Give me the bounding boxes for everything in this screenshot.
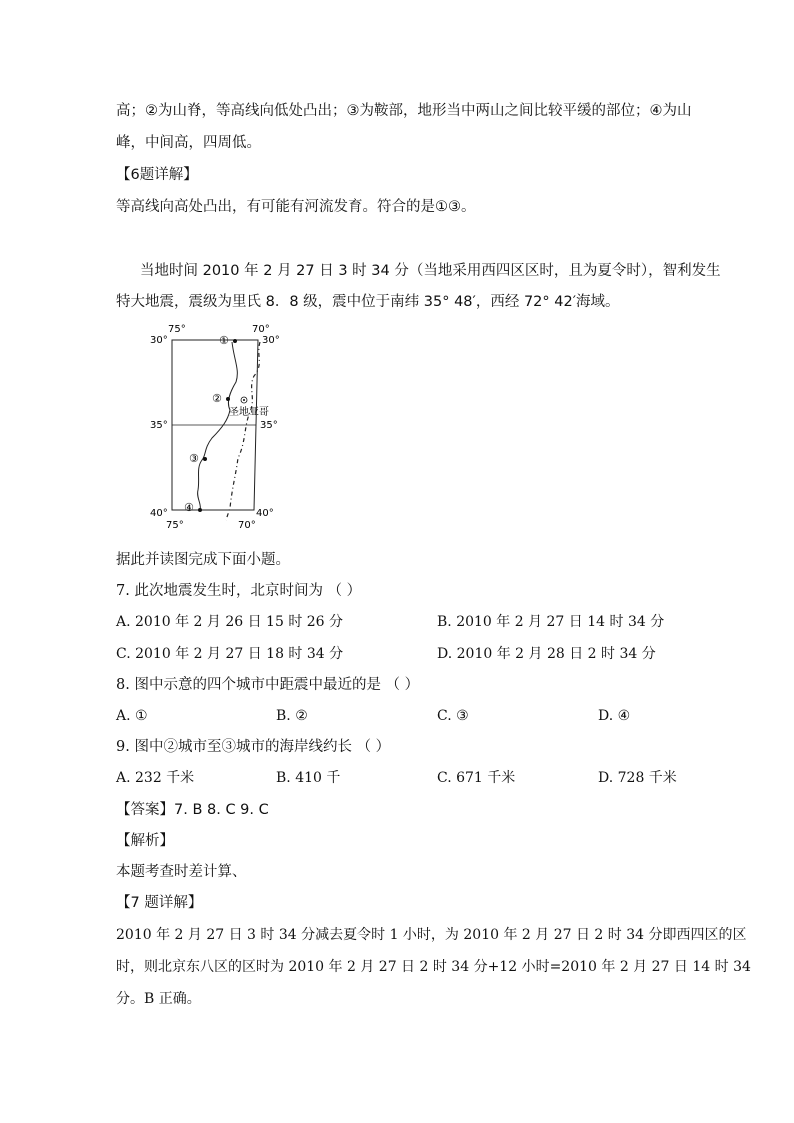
capital-label: 圣地亚哥 <box>229 407 269 418</box>
detail-line: 时，则北京东八区的区时为 2010 年 2 月 27 日 2 时 34 分+12 小时=2010 年 2 月 27 日 14 时 34 <box>116 959 751 975</box>
city-dot <box>203 457 207 461</box>
lat-label: 35° <box>260 420 278 431</box>
detail-line: 2010 年 2 月 27 日 3 时 34 分减去夏令时 1 小时，为 2010 年 2 月 27 日 2 时 34 分即西四区的区 <box>116 927 747 943</box>
section-heading: 【7 题详解】 <box>116 895 203 911</box>
lon-label: 70° <box>252 324 270 335</box>
option-8d: D. ④ <box>598 708 631 724</box>
analysis-text: 本题考查时差计算、 <box>116 864 247 880</box>
city-dot <box>233 339 237 343</box>
answer-line: 【答案】7. B 8. C 9. C <box>116 802 269 818</box>
paragraph-line: 峰，中间高，四周低。 <box>116 135 261 151</box>
option-7c: C. 2010 年 2 月 27 日 18 时 34 分 <box>116 646 344 662</box>
city-label: ② <box>212 392 222 405</box>
national-border <box>226 342 260 520</box>
analysis-heading: 【解析】 <box>116 833 174 849</box>
intro-line: 特大地震，震级为里氏 8．8 级，震中位于南纬 35° 48′，西经 72° 42′海域。 <box>116 294 620 310</box>
lat-label: 35° <box>150 420 168 431</box>
question-9: 9. 图中②城市至③城市的海岸线约长 （ ） <box>116 739 391 755</box>
option-9d: D. 728 千米 <box>598 770 677 786</box>
instruction: 据此并读图完成下面小题。 <box>116 552 290 568</box>
option-7d: D. 2010 年 2 月 28 日 2 时 34 分 <box>437 646 656 662</box>
city-dot <box>198 508 202 512</box>
question-7: 7. 此次地震发生时，北京时间为 （ ） <box>116 583 362 599</box>
option-7a: A. 2010 年 2 月 26 日 15 时 26 分 <box>116 614 344 630</box>
city-label: ① <box>219 334 229 347</box>
chile-map <box>140 320 290 540</box>
city-dot <box>226 397 230 401</box>
lat-label: 40° <box>150 508 168 519</box>
paragraph-line: 高；②为山脊，等高线向低处凸出；③为鞍部，地形当中两山之间比较平缓的部位；④为山 <box>116 103 692 119</box>
coastline <box>198 342 238 510</box>
option-8c: C. ③ <box>437 708 469 724</box>
option-9a: A. 232 千米 <box>116 770 195 786</box>
lon-label: 75° <box>166 520 184 531</box>
section-heading: 【6题详解】 <box>116 167 198 183</box>
option-8b: B. ② <box>276 708 308 724</box>
option-9c: C. 671 千米 <box>437 770 516 786</box>
option-9b: B. 410 千 <box>276 770 341 786</box>
lat-label: 30° <box>262 335 280 346</box>
city-label: ③ <box>189 452 199 465</box>
paragraph-line: 等高线向高处凸出，有可能有河流发育。符合的是①③。 <box>116 199 476 215</box>
option-8a: A. ① <box>116 708 148 724</box>
lat-label: 40° <box>256 508 274 519</box>
intro-line: 当地时间 2010 年 2 月 27 日 3 时 34 分（当地采用西四区区时，且为夏令时），智利发生 <box>140 263 721 279</box>
lon-label: 75° <box>168 324 186 335</box>
detail-line: 分。B 正确。 <box>116 991 201 1007</box>
question-8: 8. 图中示意的四个城市中距震中最近的是 （ ） <box>116 677 420 693</box>
lat-label: 30° <box>150 335 168 346</box>
option-7b: B. 2010 年 2 月 27 日 14 时 34 分 <box>437 614 665 630</box>
lon-label: 70° <box>238 520 256 531</box>
city-label: ④ <box>184 501 194 514</box>
